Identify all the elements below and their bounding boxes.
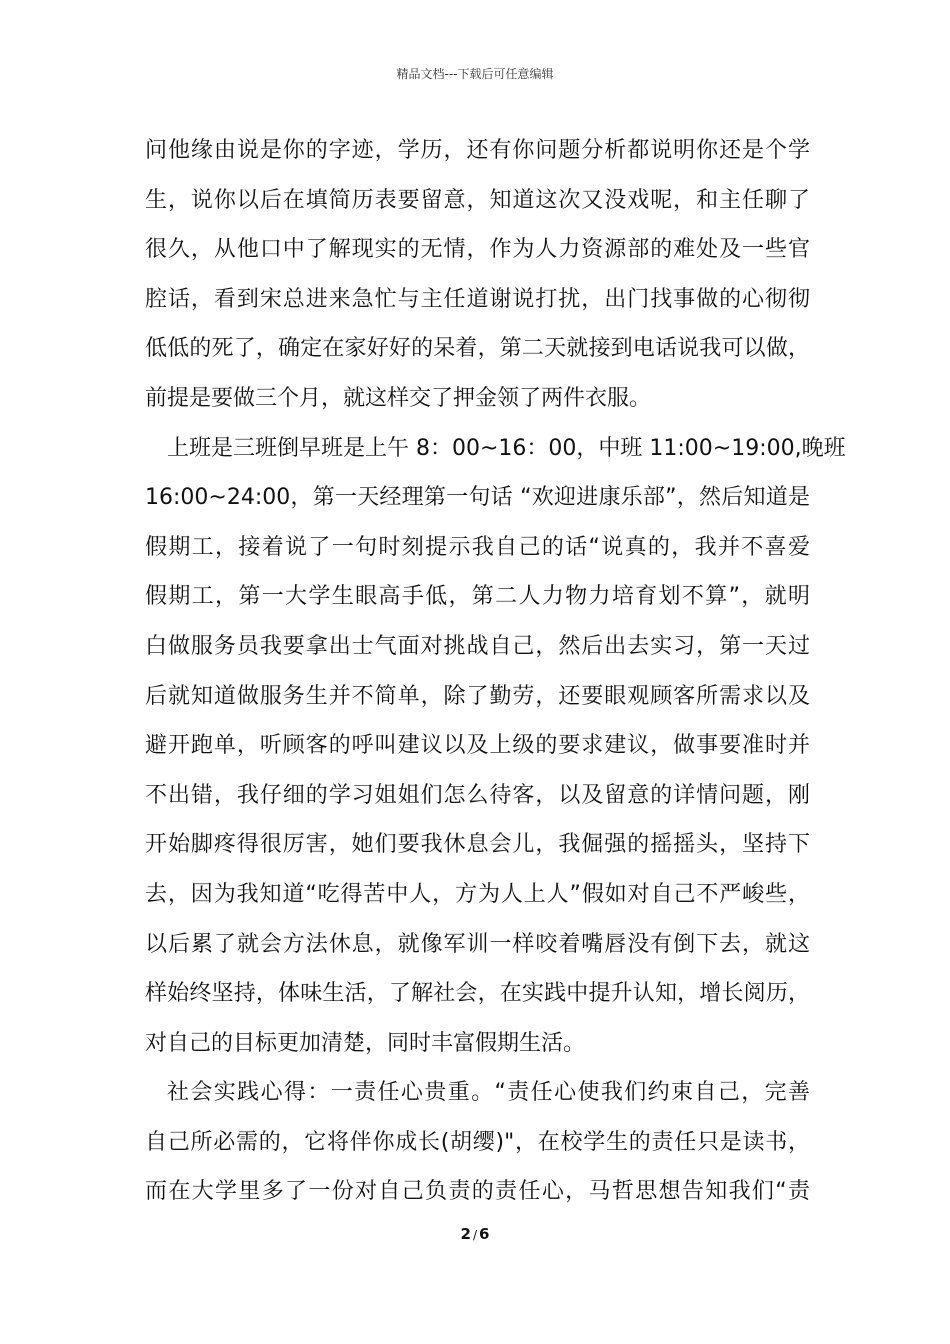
paragraph-2 bbox=[145, 424, 846, 1069]
text-line: 生，说你以后在填简历表要留意，知道这次又没戏呢，和主任聊了 bbox=[145, 187, 810, 213]
paragraph-1 bbox=[145, 126, 810, 424]
text-line: 去，因为我知道“吃得苦中人，方为人上人”假如对自己不严峻些， bbox=[145, 881, 810, 907]
text-line: 样始终坚持，体味生活，了解社会，在实践中提升认知，增长阅历， bbox=[145, 981, 810, 1007]
text-line: 16:00~24:00，第一天经理第一句话 “欢迎进康乐部”，然后知道是 bbox=[145, 485, 810, 511]
text-line: 避开跑单，听顾客的呼叫建议以及上级的要求建议，做事要准时并 bbox=[145, 733, 810, 759]
text-line: 不出错，我仔细的学习姐姐们怎么待客，以及留意的详情问题，刚 bbox=[145, 782, 810, 808]
text-line: 前提是要做三个月，就这样交了押金领了两件衣服。 bbox=[145, 385, 652, 411]
page-number-current: 2 bbox=[460, 1225, 471, 1243]
page-header bbox=[0, 66, 950, 82]
text-line: 而在大学里多了一份对自己负责的责任心，马哲思想告知我们“责 bbox=[145, 1179, 810, 1205]
text-line: 以后累了就会方法休息，就像军训一样咬着嘴唇没有倒下去，就这 bbox=[145, 931, 810, 957]
text-line: 低低的死了，确定在家好好的呆着，第二天就接到电话说我可以做， bbox=[145, 336, 810, 362]
text-line: 假期工，第一大学生眼高手低，第二人力物力培育划不算”，就明 bbox=[145, 584, 810, 610]
text-line: 后就知道做服务生并不简单，除了勤劳，还要眼观顾客所需求以及 bbox=[145, 683, 810, 709]
text-line: 很久，从他口中了解现实的无情，作为人力资源部的难处及一些官 bbox=[145, 237, 810, 263]
page-footer bbox=[0, 1224, 950, 1245]
header-text: 精品文档---下载后可任意编辑 bbox=[396, 67, 554, 81]
text-line: 社会实践心得：一责任心贵重。“责任心使我们约束自己，完善 bbox=[167, 1080, 810, 1106]
text-line: 腔话，看到宋总进来急忙与主任道谢说打扰，出门找事做的心彻彻 bbox=[145, 286, 810, 312]
page-number-total: 6 bbox=[479, 1225, 490, 1243]
document-body bbox=[145, 126, 846, 1217]
paragraph-3 bbox=[145, 1068, 810, 1217]
text-line: 上班是三班倒早班是上午 8：00~16：00，中班 11:00~19:00,晚班 bbox=[167, 435, 846, 461]
text-line: 开始脚疼得很厉害，她们要我休息会儿，我倔强的摇摇头，坚持下 bbox=[145, 832, 810, 858]
text-line: 问他缘由说是你的字迹，学历，还有你问题分析都说明你还是个学 bbox=[145, 138, 810, 163]
text-line: 白做服务员我要拿出士气面对挑战自己，然后出去实习，第一天过 bbox=[145, 633, 810, 659]
text-line: 对自己的目标更加清楚，同时丰富假期生活。 bbox=[145, 1030, 586, 1056]
text-line: 自己所必需的，它将伴你成长(胡缨)"，在校学生的责任只是读书， bbox=[145, 1129, 810, 1155]
page-number-separator: / bbox=[472, 1228, 478, 1242]
text-line: 假期工，接着说了一句时刻提示我自己的话“说真的，我并不喜爱 bbox=[145, 534, 810, 560]
